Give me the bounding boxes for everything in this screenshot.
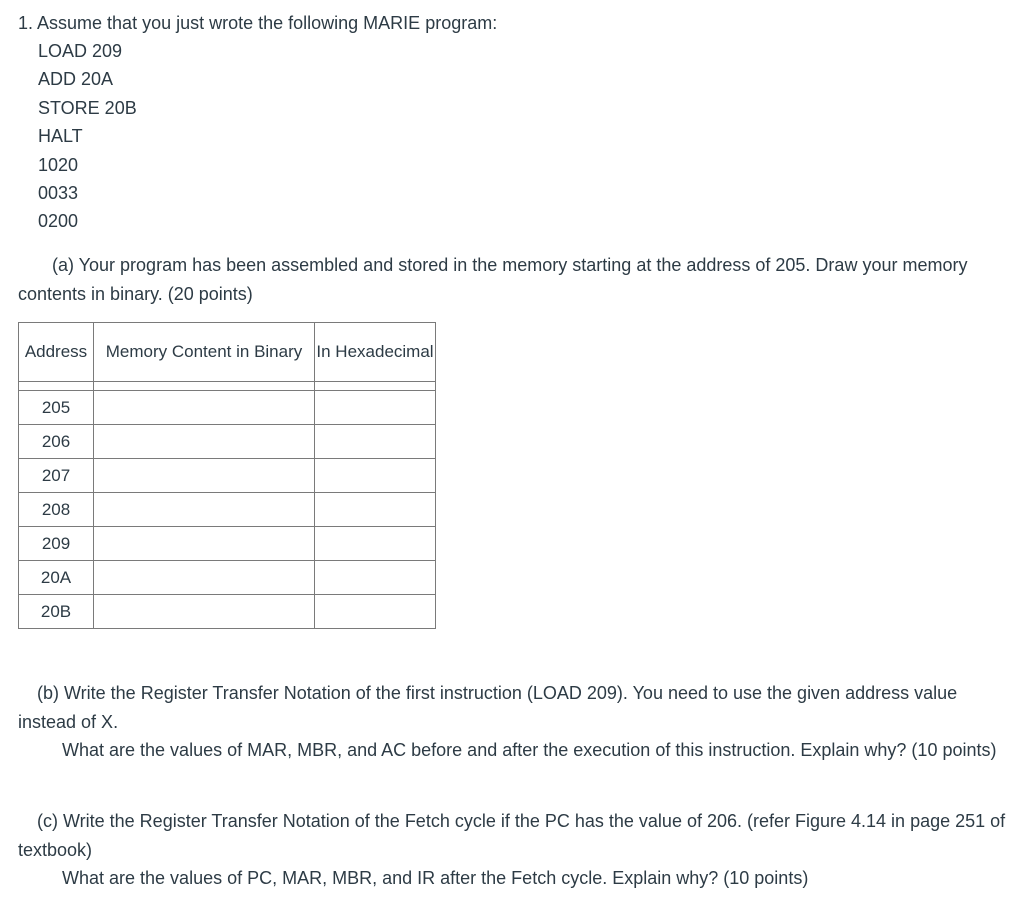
address-cell: 20B <box>19 595 94 629</box>
spacer-cell <box>94 382 315 391</box>
header-hex: In Hexadecimal <box>315 323 436 382</box>
hex-cell[interactable] <box>315 561 436 595</box>
table-row <box>19 527 436 561</box>
binary-cell[interactable] <box>94 561 315 595</box>
part-b-text: (b) Write the Register Transfer Notation of the first instruction (LOAD 209). You need to use the given address value instead of X. <box>18 683 958 732</box>
header-binary: Memory Content in Binary <box>94 323 315 382</box>
binary-cell[interactable] <box>94 459 315 493</box>
header-address: Address <box>19 323 94 382</box>
hex-cell[interactable] <box>315 459 436 493</box>
address-cell: 205 <box>19 391 94 425</box>
binary-cell[interactable] <box>94 595 315 629</box>
program-line: ADD 20A <box>38 69 114 90</box>
part-c-text: (c) Write the Register Transfer Notation of the Fetch cycle if the PC has the value of 206. (refer Figure 4.14 in page 251 of textbook) <box>18 811 1006 860</box>
table-row <box>19 459 436 493</box>
program-line: 1020 <box>38 154 79 175</box>
hex-cell[interactable] <box>315 527 436 561</box>
question-title: 1. Assume that you just wrote the following MARIE program: <box>18 13 498 33</box>
part-c-followup: What are the values of PC, MAR, MBR, and IR after the Fetch cycle. Explain why? (10 points) <box>62 868 809 888</box>
table-row <box>19 595 436 629</box>
address-cell: 206 <box>19 425 94 459</box>
program-line: LOAD 209 <box>38 41 123 61</box>
address-cell: 209 <box>19 527 94 561</box>
part-b-followup: What are the values of MAR, MBR, and AC before and after the execution of this instruction. Explain why? (10 points) <box>62 740 997 760</box>
hex-cell[interactable] <box>315 493 436 527</box>
binary-cell[interactable] <box>94 391 315 425</box>
address-cell: 20A <box>19 561 94 595</box>
table-row <box>19 425 436 459</box>
table-row <box>19 493 436 527</box>
memory-table <box>18 322 436 629</box>
hex-cell[interactable] <box>315 425 436 459</box>
binary-cell[interactable] <box>94 425 315 459</box>
table-row <box>19 561 436 595</box>
program-listing <box>38 39 137 238</box>
table-spacer-row <box>19 382 436 391</box>
hex-cell[interactable] <box>315 391 436 425</box>
program-line: 0033 <box>38 182 79 203</box>
address-cell: 208 <box>19 493 94 527</box>
address-cell: 207 <box>19 459 94 493</box>
binary-cell[interactable] <box>94 493 315 527</box>
hex-cell[interactable] <box>315 595 436 629</box>
spacer-cell <box>19 382 94 391</box>
spacer-cell <box>315 382 436 391</box>
table-header-row <box>19 323 436 382</box>
part-a-text: (a) Your program has been assembled and stored in the memory starting at the address of 205. Draw your memory contents in binary. (20 points) <box>18 255 968 304</box>
program-line: HALT <box>38 126 83 147</box>
table-row <box>19 391 436 425</box>
binary-cell[interactable] <box>94 527 315 561</box>
program-line: STORE 20B <box>38 97 137 118</box>
program-line: 0200 <box>38 211 79 232</box>
